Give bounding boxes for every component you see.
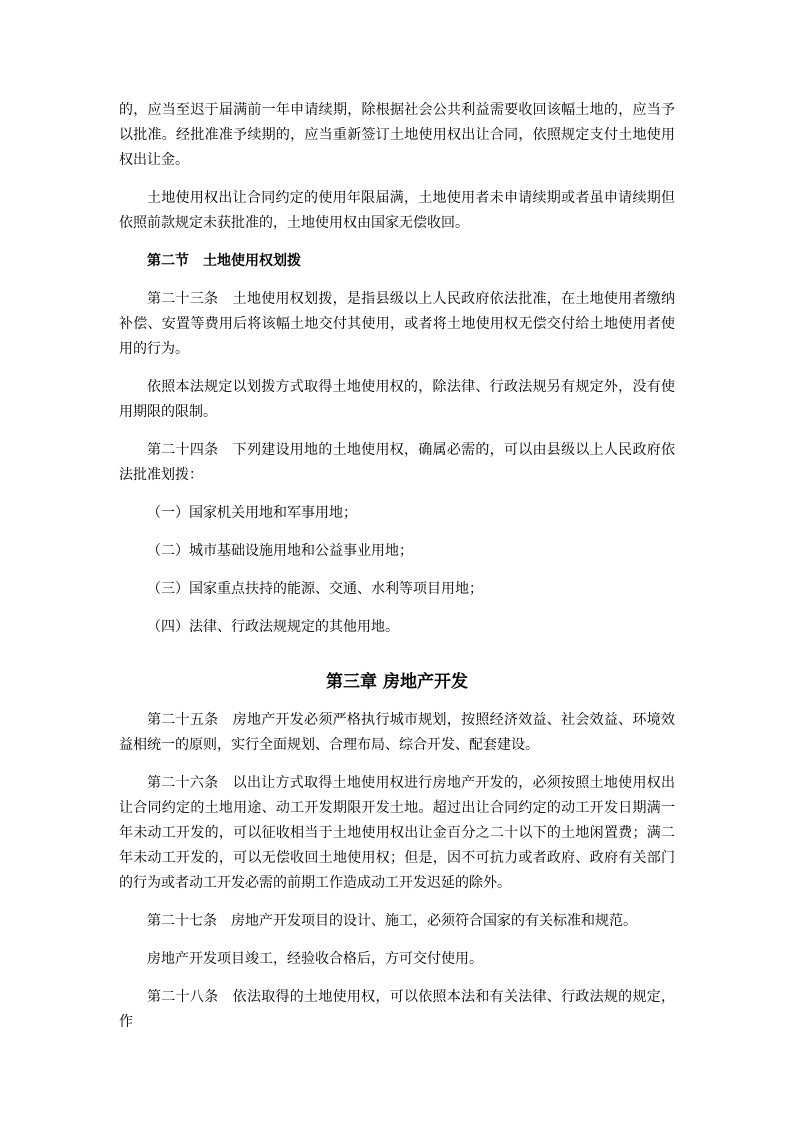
article-26: 第二十六条 以出让方式取得土地使用权进行房地产开发的，必须按照土地使用权出让合同约定的土地用途、动工开发期限开发土地。超过出让合同约定的动工开发日期满一年未动工开发的，可以征收相当于土地使用权出让金百分之二十以下的土地闲置费；满二年未动工开发的，可以无偿收回土地使用权；但是，因不可抗力或者政府、政府有关部门的行为或者动工开发必需的前期工作造成动工开发迟延的除外。 <box>119 775 675 891</box>
list-item: （二）城市基础设施用地和公益事业用地； <box>147 543 413 559</box>
article-27-paragraph-2: 房地产开发项目竣工，经验收合格后，方可交付使用。 <box>147 951 483 967</box>
article-24: 第二十四条 下列建设用地的土地使用权，确属必需的，可以由县级以上人民政府依法批准划拨： <box>119 442 675 483</box>
article-28: 第二十八条 依法取得的土地使用权，可以依照本法和有关法律、行政法规的规定，作 <box>119 989 675 1030</box>
article-25: 第二十五条 房地产开发必须严格执行城市规划，按照经济效益、社会效益、环境效益相统一的原则，实行全面规划、合理布局、综合开发、配套建设。 <box>119 712 675 753</box>
list-item: （三）国家重点扶持的能源、交通、水利等项目用地； <box>147 581 483 597</box>
list-item: （一）国家机关用地和军事用地； <box>147 505 357 521</box>
paragraph-expiry-recovery: 土地使用权出让合同约定的使用年限届满，土地使用者未申请续期或者虽申请续期但依照前款规定未获批准的，土地使用权由国家无偿收回。 <box>119 190 675 231</box>
section-heading: 第二节 土地使用权划拨 <box>147 253 301 269</box>
article-23: 第二十三条 土地使用权划拨，是指县级以上人民政府依法批准，在土地使用者缴纳补偿、安置等费用后将该幅土地交付其使用，或者将土地使用权无偿交付给土地使用者使用的行为。 <box>119 291 675 357</box>
paragraph-continuation: 的，应当至迟于届满前一年申请续期，除根据社会公共利益需要收回该幅土地的，应当予以批准。经批准准予续期的，应当重新签订土地使用权出让合同，依照规定支付土地使用权出让金。 <box>119 102 675 168</box>
document-body <box>119 98 675 1048</box>
article-27: 第二十七条 房地产开发项目的设计、施工，必须符合国家的有关标准和规范。 <box>147 913 637 929</box>
chapter-heading: 第三章 房地产开发 <box>326 672 468 692</box>
list-item: （四）法律、行政法规规定的其他用地。 <box>147 619 399 635</box>
article-23-paragraph-2: 依照本法规定以划拨方式取得土地使用权的，除法律、行政法规另有规定外，没有使用期限的限制。 <box>119 379 675 420</box>
